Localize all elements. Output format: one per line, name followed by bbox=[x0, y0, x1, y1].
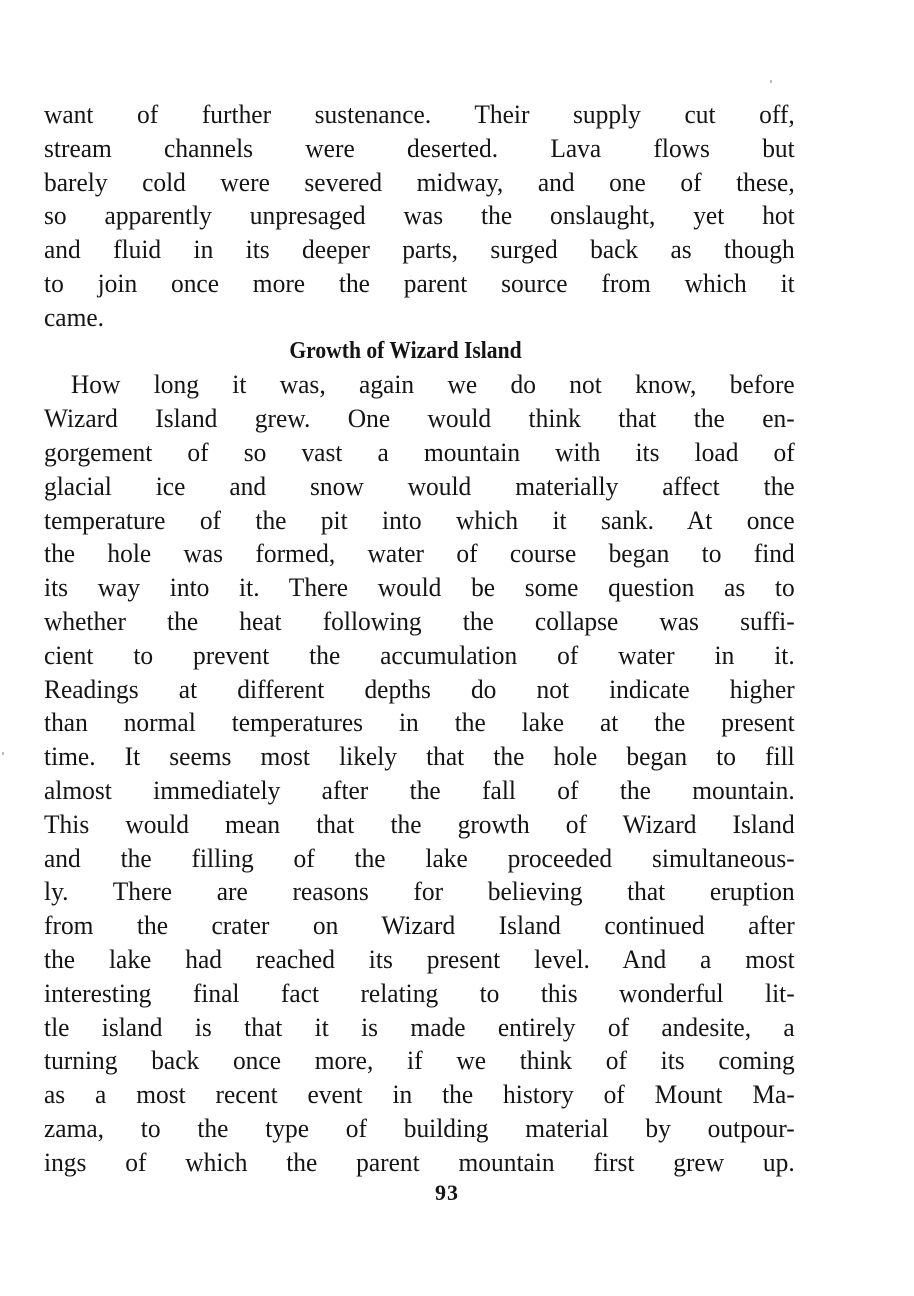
text-line: Wizard Island grew. One would think that the en- bbox=[44, 403, 795, 434]
paragraph-2 bbox=[44, 368, 795, 1179]
text-line: whether the heat following the collapse was suffi- bbox=[44, 605, 795, 636]
text-line: temperature of the pit into which it sank. At once bbox=[44, 504, 795, 535]
text-line: the lake had reached its present level. And a most bbox=[44, 943, 795, 974]
text-line: from the crater on Wizard Island continued after bbox=[44, 910, 795, 941]
text-line: to join once more the parent source from which it bbox=[44, 267, 795, 298]
text-line: interesting final fact relating to this wonderful lit- bbox=[44, 977, 795, 1008]
text-line: the hole was formed, water of course began to find bbox=[44, 538, 795, 569]
text-line: How long it was, again we do not know, before bbox=[70, 369, 795, 400]
page-body bbox=[44, 98, 795, 1180]
text-line: glacial ice and snow would materially affect the bbox=[44, 470, 795, 501]
text-line: want of further sustenance. Their supply cut off, bbox=[44, 99, 795, 129]
scan-speck bbox=[2, 752, 4, 755]
text-line: turning back once more, if we think of its coming bbox=[44, 1045, 795, 1076]
text-line: gorgement of so vast a mountain with its load of bbox=[44, 436, 795, 467]
text-line: zama, to the type of building material by outpour- bbox=[44, 1112, 795, 1143]
text-line: time. It seems most likely that the hole began to fill bbox=[44, 741, 795, 772]
text-line: its way into it. There would be some question as to bbox=[44, 572, 795, 603]
section-heading: Growth of Wizard Island bbox=[289, 337, 522, 364]
text-line: ings of which the parent mountain first grew up. bbox=[44, 1146, 795, 1177]
text-line: as a most recent event in the history of Mount Ma- bbox=[44, 1079, 795, 1110]
text-line: almost immediately after the fall of the mountain. bbox=[44, 774, 795, 805]
page-number: 93 bbox=[435, 1180, 459, 1205]
text-line: came. bbox=[44, 301, 105, 332]
paragraph-1 bbox=[44, 98, 795, 335]
text-line: stream channels were deserted. Lava flows but bbox=[44, 132, 795, 163]
text-line: Readings at different depths do not indicate higher bbox=[44, 673, 795, 704]
text-line: cient to prevent the accumulation of water in it. bbox=[44, 639, 795, 670]
text-line: and the filling of the lake proceeded simultaneous- bbox=[44, 842, 795, 873]
text-line: This would mean that the growth of Wizard Island bbox=[44, 808, 795, 839]
text-line: than normal temperatures in the lake at the present bbox=[44, 707, 795, 738]
text-line: so apparently unpresaged was the onslaught, yet hot bbox=[44, 200, 795, 231]
text-line: and fluid in its deeper parts, surged back as though bbox=[44, 234, 795, 265]
text-line: ly. There are reasons for believing that eruption bbox=[44, 876, 795, 907]
scan-speck bbox=[770, 80, 772, 83]
text-line: barely cold were severed midway, and one of these, bbox=[44, 166, 795, 197]
text-line: tle island is that it is made entirely of andesite, a bbox=[44, 1011, 795, 1042]
